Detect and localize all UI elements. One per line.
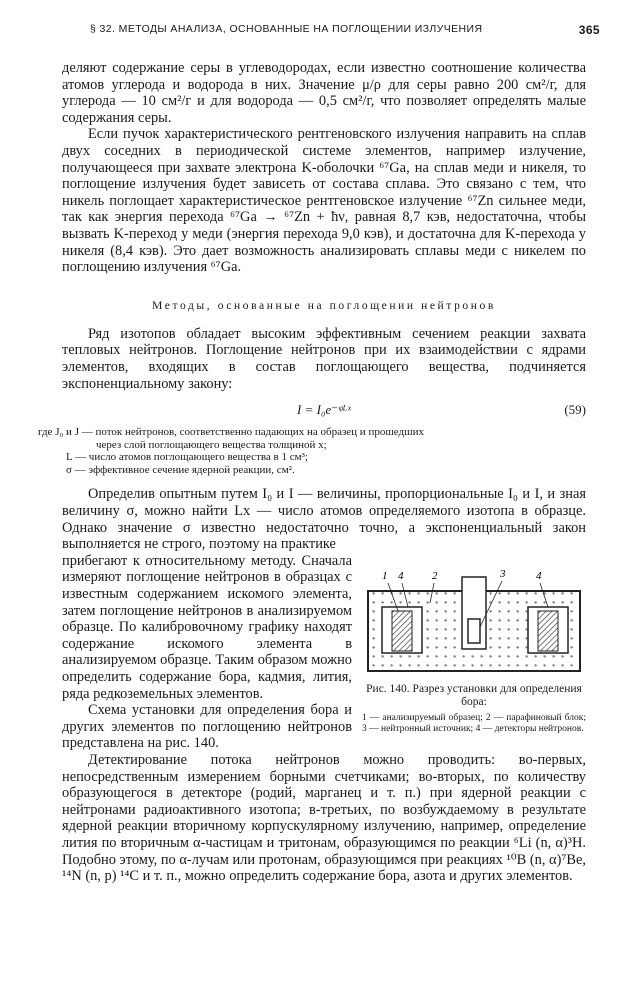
page-number: 365: [578, 23, 600, 37]
figure-caption: Рис. 140. Разрез установки для определения бора:: [366, 682, 582, 708]
formula-expression: I = I₀e⁻ᵠᴸˣ: [297, 402, 351, 418]
equation-59: [62, 394, 586, 424]
paragraph-5: прибегают к относительному методу. Сначала измеряют поглощение нейтронов в образцах с известным содержанием искомого элемента, затем поглощение нейтронов в анализируемом образце. По калибровочному графику находят содержание искомого элемента в анализируемом образце. Таким образом можно определить содержание бора, кадмия, лития, ряда редкоземельных элементов.: [62, 552, 352, 702]
paragraph-6: Схема установки для определения бора и других элементов по поглощению нейтронов представлена на рис. 140.: [62, 702, 352, 752]
figure-140: [362, 563, 586, 752]
sample-left: [392, 611, 412, 651]
text-with-figure: [62, 553, 586, 752]
formula-definitions: [38, 426, 586, 476]
formula-number: (59): [564, 402, 586, 418]
wrapped-text-column: [62, 553, 352, 752]
paragraph-7: Детектирование потока нейтронов можно проводить: во-первых, непосредственным измерением борными счетчиками; во-вторых, по количеству образующегося в детекторе (родий, марганец и т. п.) при ядерной реакции с нейтронами радиоактивного изотопа; в-третьих, по возбуждаемому в результате ядерной реакции вторичному корпускулярному излучению, например, определение лития по вторичным α-частицам и тритонам, образующимся по реакции ⁶Li (n, α)³H. Подобно этому, по α-лучам или протонам, образующимся при реакциях ¹⁰B (n, α)⁷Be, ¹⁴N (n, p) ¹⁴C и т. п., можно определить содержание бора, азота и других элементов.: [62, 751, 586, 885]
definition-line-2: через слой поглощающего вещества толщиной x;: [96, 438, 327, 451]
definition-line-1: где J₀ и J — поток нейтронов, соответственно падающих на образец и прошедших: [38, 426, 424, 439]
definition-line-4: σ — эффективное сечение ядерной реакции, см².: [66, 463, 295, 476]
figure-label-4-left: 4: [398, 569, 404, 582]
setup-diagram: [362, 563, 586, 675]
paragraph-1: деляют содержание серы в углеводородах, если известно соотношение количества атомов углерода и водорода в них. Значение μ/ρ для серы равно 200 см²/г, для углерода — 10 см²/г и для водорода — 0,5 см²/г, что позволяет определять малые содержания серы.: [62, 60, 586, 126]
sample-right: [538, 611, 558, 651]
figure-label-1: 1: [382, 569, 388, 582]
definition-line-3: L — число атомов поглощающего вещества в 1 см³;: [66, 451, 308, 464]
paragraph-2: Если пучок характеристического рентгеновского излучения направить на сплав двух соседних в периодической системе элементов, например излучение, получающееся при захвате электрона K-оболочки ⁶⁷Ga, на сплав меди и никеля, то поглощение излучения будет зависеть от состава сплава. Это связано с тем, что никель поглощает характеристическое рентгеновское излучение ⁶⁷Zn сильнее меди, так как энергия перехода ⁶⁷Ga → ⁶⁷Zn + ħν, равная 8,7 кэв, недостаточна, чтобы вызвать K-переход у меди (энергия перехода 9,0 кэв), и достаточна для K-перехода у никеля (8,4 кэв). Это дает возможность анализировать сплавы меди с никелем по поглощению излучения ⁶⁷Ga.: [62, 126, 586, 276]
figure-label-4-right: 4: [536, 569, 542, 582]
neutron-source: [468, 619, 480, 643]
figure-legend: 1 — анализируемый образец; 2 — парафиновый блок; 3 — нейтронный источник; 4 — детекторы нейтронов.: [362, 712, 586, 734]
paragraph-3: Ряд изотопов обладает высоким эффективным сечением реакции захвата тепловых нейтронов. Поглощение нейтронов при их взаимодействии с ядрами элементов, входящих в состав поглощающего вещества, подчиняется экспоненциальному закону:: [62, 325, 586, 392]
section-title: Методы, основанные на поглощении нейтронов: [152, 299, 496, 312]
figure-label-2: 2: [432, 569, 438, 582]
figure-label-3: 3: [500, 567, 506, 580]
running-title: § 32. МЕТОДЫ АНАЛИЗА, ОСНОВАННЫЕ НА ПОГЛОЩЕНИИ ИЗЛУЧЕНИЯ: [90, 23, 483, 35]
paragraph-4: Определив опытным путем I₀ и I — величины, пропорциональные I₀ и I, и зная величину σ, можно найти Lx — число атомов определяемого изотопа в образце. Однако значение σ известно недостаточно точно, а экспоненциальный закон выполняется не строго, поэтому на практике: [62, 486, 586, 553]
running-header: [90, 23, 600, 37]
page-body: [38, 60, 586, 885]
